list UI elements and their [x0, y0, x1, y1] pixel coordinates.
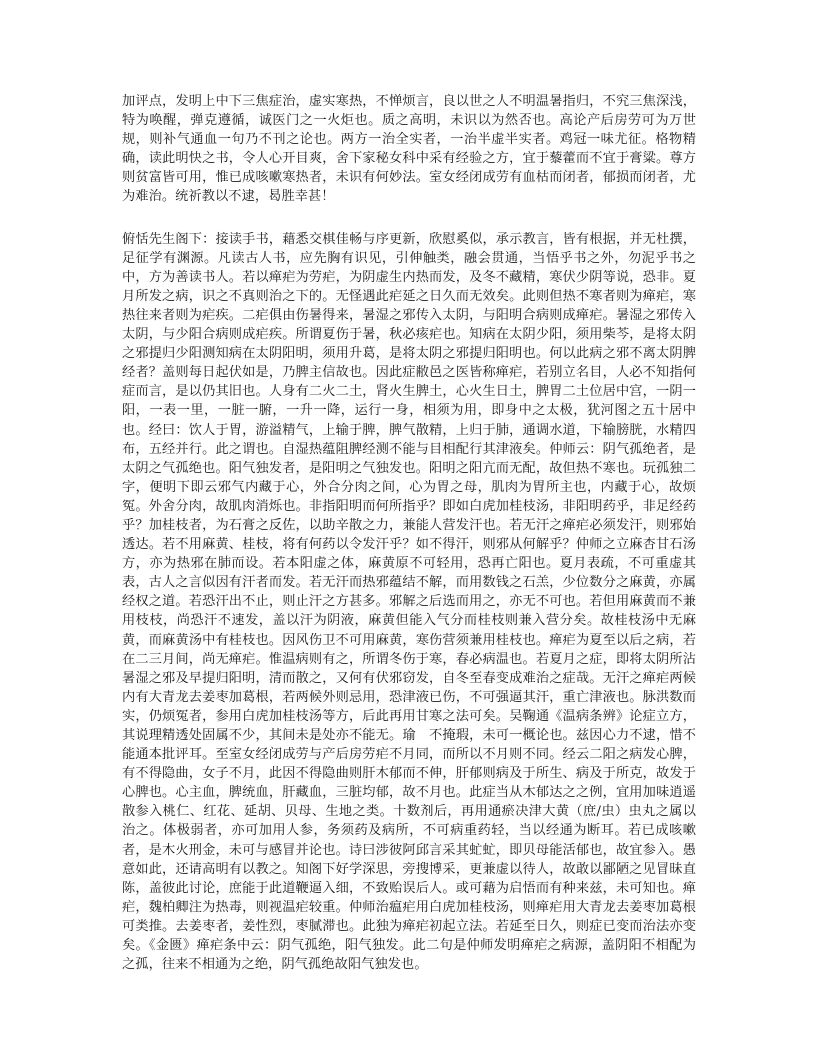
- paragraph-gap: [122, 207, 696, 230]
- paragraph-2: 俯恬先生阁下：接读手书，藉悉交棋佳畅与序更新，欣慰奚似，承示教言，皆有根据，并无杜撰，足征学有渊源。凡读古人书，应先胸有识见，引伸触类，融会贯通，当悟乎书之外，勿泥乎书之中，方为善读书人。若以瘅疟为劳疟，为阴虚生内热而发，及冬不藏精，寒伏少阴等说，恐非。夏月所发之病，识之不真则治之下的。无怪遇此疟延之日久而无效矣。此则但热不寒者则为瘅疟，寒热往来者则为疟疾。二疟俱由伤暑得来，暑湿之邪传入太阴，与阳明合病则成瘅疟。暑湿之邪传入太阴，与少阳合病则成疟疾。所谓夏伤于暑，秋必痎疟也。知病在太阴少阳，须用柴芩，是将太阴之邪提归少阳测知病在太阴阳明，须用升葛，是将太阴之邪提归阳明也。何以此病之邪不离太阴脾经者？盖则每日起伏如是，乃脾主信故也。因此症敝邑之医皆称瘅疟，若别立名目，人必不知指何症而言，是以仍其旧也。人身有二火二土，肾火生脾土，心火生日土，脾胃二土位居中宫，一阴一阳，一表一里，一脏一腑，一升一降，运行一身，相须为用，即身中之太极，犹河图之五十居中也。经曰：饮人于胃，游溢精气，上输于脾，脾气散精，上归于肺，通调水道，下输膀胱，水精四布，五经并行。此之谓也。自湿热蕴阻脾经测不能与目相配行其津液矣。仲师云：阴气孤绝者，是太阴之气孤绝也。阳气独发者，是阳明之气独发也。阳明之阳亢而无配，故但热不寒也。玩孤独二字，便明下即云邪气内藏于心，外合分肉之间，心为胃之母，肌肉为胃所主也，内藏于心，故烦冤。外舍分肉，故肌肉消烁也。非指阳明而何所指乎？即如白虎加桂枝汤，非阳明药乎，非足经药乎？加桂枝者，为石膏之反佐，以助辛散之力，兼能人营发汗也。若无汗之瘅疟必须发汗，则邪始透达。若不用麻黄、桂枝，将有何药以令发汗乎？如不得汗，则邪从何解乎？仲师之立麻杏甘石汤方，亦为热邪在肺而设。若本阳虚之体，麻黄原不可轻用，恐再亡阳也。夏月表疏，不可重虚其表，古人之言似因有汗者而发。若无汗而热邪蕴结不解，而用数钱之石羔，少位数分之麻黄，亦属经权之道。若恐汗出不止，则止汗之方甚多。邪解之后选而用之，亦无不可也。若但用麻黄而不兼用枝枝，尚恐汗不速发，盖以汗为阴液，麻黄但能入气分而桂枝则兼入营分矣。故桂枝汤中无麻黄，而麻黄汤中有桂枝也。因风伤卫不可用麻黄，寒伤营须兼用桂枝也。瘅疟为夏至以后之病，若在二三月间，尚无瘅疟。惟温病则有之，所谓冬伤于寒，春必病温也。若夏月之症，即将太阴所沾暑湿之邪及早提归阳明，清而散之，又何有伏邪窃发，自冬至春变成难治之症哉。无汗之瘅疟两候内有大青龙去姜枣加葛根，若两候外则忌用，恐津液已伤，不可强逼其汗，重亡津液也。脉洪数而实，仍烦冤者，参用白虎加桂枝汤等方，后此再用甘寒之法可矣。吴鞠通《温病条辨》论症立方，其说理精透处固属不少，其间未是处亦不能无。瑜 不掩瑕，未可一概论也。兹因心力不逮，惜不能通本批评耳。至室女经闭成劳与产后房劳疟不月同，而所以不月则不同。经云二阳之病发心脾，有不得隐曲，女子不月，此因不得隐曲则肝木郁而不伸，肝郁则病及于所生、病及于所克，故发于心脾也。心主血，脾统血，肝藏血，三脏均郁，故不月也。此症当从木郁达之之例，宜用加味逍遥散参入桃仁、红花、延胡、贝母、生地之类。十数剂后，再用通瘀决津大黄（庶/虫）虫丸之属以治之。体极弱者，亦可加用人参，务须药及病所，不可病重药轻，当以经通为断耳。若已成咳嗽者，是木火刑金，未可与感冒并论也。诗曰涉彼阿邱言采其虻虻，即贝母能活郁也，故宜参入。愚意如此，还请高明有以教之。知阁下好学深思，旁搜博采，更兼虚以待人，故敢以鄙陋之见冒昧直陈，盖彼此讨论，庶能于此道鞭逼入细，不致贻误后人。或可藉为启悟而有种来兹，未可知也。瘅疟，魏柏卿注为热毒，则视温疟较重。仲师治瘟疟用白虎加桂枝汤，则瘅疟用大青龙去姜枣加葛根可类推。去姜枣者，姜性烈，枣腻滞也。此独为瘅疟初起立法。若延至日久，则症已变而治法亦变矣。《金匮》瘅疟条中云：阴气孤绝，阳气独发。此二句是仲师发明瘅疟之病源，盖阴阳不相配为之孤，往来不相通为之绝，阴气孤绝故阳气独发也。: [122, 231, 696, 973]
- document-page: [122, 92, 696, 974]
- paragraph-1: 加评点，发明上中下三焦症治，虚实寒热，不惮烦言，良以世之人不明温暑指归，不究三焦深浅，特为唤醒，弹克遵循，诚医门之一火炬也。质之高明，未识以为然否也。高论产后房劳可为万世规，则补气通血一句乃不刊之论也。两方一治全实者，一治半虚半实者。鸡冠一味尤征。格物精确，读此明快之书，令人心开目爽，舍下家秘女科中采有经验之方，宜于藜藿而不宜于膏粱。尊方则贫富皆可用，惟已成咳嗽寒热者，未识有何妙法。室女经闭成劳有血枯而闭者，郁损而闭者，尤为难治。统祈教以不逮，曷胜幸甚！: [122, 94, 696, 205]
